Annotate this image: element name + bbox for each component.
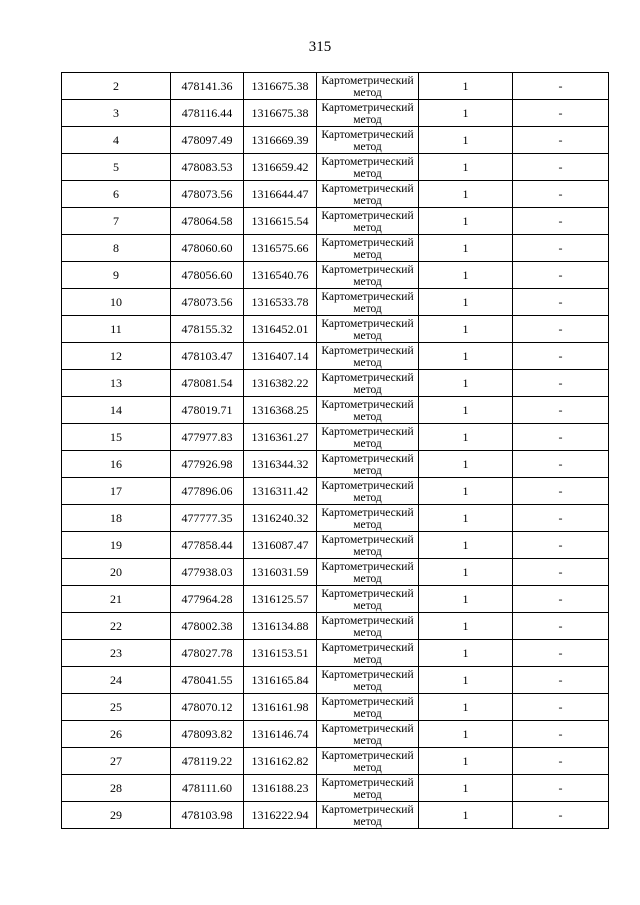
method-text: Картометрический метод [321, 507, 414, 531]
y-coordinate-cell: 1316675.38 [244, 73, 317, 100]
description-cell: - [513, 586, 609, 613]
table-row [62, 559, 609, 586]
method-cell [317, 613, 419, 640]
table-row [62, 73, 609, 100]
method-text: Картометрический метод [321, 291, 414, 315]
y-coordinate-cell: 1316407.14 [244, 343, 317, 370]
y-coordinate-cell: 1316575.66 [244, 235, 317, 262]
point-number-cell: 12 [62, 343, 171, 370]
method-text: Картометрический метод [321, 804, 414, 828]
y-coordinate-cell: 1316452.01 [244, 316, 317, 343]
x-coordinate-cell: 478070.12 [171, 694, 244, 721]
accuracy-cell: 1 [419, 289, 513, 316]
y-coordinate-cell: 1316031.59 [244, 559, 317, 586]
accuracy-cell: 1 [419, 235, 513, 262]
method-cell [317, 532, 419, 559]
coordinates-table-body [62, 73, 609, 829]
x-coordinate-cell: 477858.44 [171, 532, 244, 559]
method-cell [317, 235, 419, 262]
method-text: Картометрический метод [321, 345, 414, 369]
point-number-cell: 29 [62, 802, 171, 829]
y-coordinate-cell: 1316146.74 [244, 721, 317, 748]
x-coordinate-cell: 478056.60 [171, 262, 244, 289]
x-coordinate-cell: 477777.35 [171, 505, 244, 532]
y-coordinate-cell: 1316344.32 [244, 451, 317, 478]
x-coordinate-cell: 478060.60 [171, 235, 244, 262]
x-coordinate-cell: 478111.60 [171, 775, 244, 802]
y-coordinate-cell: 1316382.22 [244, 370, 317, 397]
y-coordinate-cell: 1316659.42 [244, 154, 317, 181]
point-number-cell: 6 [62, 181, 171, 208]
y-coordinate-cell: 1316125.57 [244, 586, 317, 613]
description-cell: - [513, 289, 609, 316]
point-number-cell: 10 [62, 289, 171, 316]
method-cell [317, 154, 419, 181]
description-cell: - [513, 100, 609, 127]
accuracy-cell: 1 [419, 559, 513, 586]
accuracy-cell: 1 [419, 208, 513, 235]
method-text: Картометрический метод [321, 237, 414, 261]
accuracy-cell: 1 [419, 478, 513, 505]
x-coordinate-cell: 478083.53 [171, 154, 244, 181]
description-cell: - [513, 127, 609, 154]
point-number-cell: 16 [62, 451, 171, 478]
method-cell [317, 370, 419, 397]
x-coordinate-cell: 477896.06 [171, 478, 244, 505]
accuracy-cell: 1 [419, 343, 513, 370]
point-number-cell: 26 [62, 721, 171, 748]
method-cell [317, 586, 419, 613]
accuracy-cell: 1 [419, 154, 513, 181]
method-cell [317, 208, 419, 235]
y-coordinate-cell: 1316669.39 [244, 127, 317, 154]
x-coordinate-cell: 478081.54 [171, 370, 244, 397]
description-cell: - [513, 559, 609, 586]
x-coordinate-cell: 478119.22 [171, 748, 244, 775]
method-cell [317, 262, 419, 289]
point-number-cell: 7 [62, 208, 171, 235]
accuracy-cell: 1 [419, 748, 513, 775]
method-text: Картометрический метод [321, 750, 414, 774]
table-row [62, 721, 609, 748]
point-number-cell: 4 [62, 127, 171, 154]
method-text: Картометрический метод [321, 561, 414, 585]
description-cell: - [513, 451, 609, 478]
x-coordinate-cell: 478093.82 [171, 721, 244, 748]
point-number-cell: 5 [62, 154, 171, 181]
method-cell [317, 775, 419, 802]
description-cell: - [513, 370, 609, 397]
table-row [62, 478, 609, 505]
method-text: Картометрический метод [321, 777, 414, 801]
method-cell [317, 559, 419, 586]
point-number-cell: 25 [62, 694, 171, 721]
description-cell: - [513, 208, 609, 235]
accuracy-cell: 1 [419, 100, 513, 127]
table-row [62, 235, 609, 262]
description-cell: - [513, 613, 609, 640]
table-row [62, 181, 609, 208]
y-coordinate-cell: 1316188.23 [244, 775, 317, 802]
point-number-cell: 23 [62, 640, 171, 667]
description-cell: - [513, 694, 609, 721]
page-number: 315 [308, 39, 332, 55]
description-cell: - [513, 424, 609, 451]
point-number-cell: 24 [62, 667, 171, 694]
method-text: Картометрический метод [321, 210, 414, 234]
description-cell: - [513, 532, 609, 559]
method-cell [317, 505, 419, 532]
table-row [62, 343, 609, 370]
description-cell: - [513, 505, 609, 532]
accuracy-cell: 1 [419, 586, 513, 613]
x-coordinate-cell: 478073.56 [171, 181, 244, 208]
y-coordinate-cell: 1316134.88 [244, 613, 317, 640]
table-row [62, 100, 609, 127]
x-coordinate-cell: 478019.71 [171, 397, 244, 424]
method-cell [317, 316, 419, 343]
method-cell [317, 721, 419, 748]
description-cell: - [513, 775, 609, 802]
table-row [62, 289, 609, 316]
description-cell: - [513, 640, 609, 667]
table-row [62, 748, 609, 775]
coordinates-table [61, 72, 609, 829]
table-row [62, 370, 609, 397]
table-row [62, 667, 609, 694]
method-text: Картометрический метод [321, 534, 414, 558]
method-cell [317, 802, 419, 829]
x-coordinate-cell: 478097.49 [171, 127, 244, 154]
point-number-cell: 21 [62, 586, 171, 613]
x-coordinate-cell: 478064.58 [171, 208, 244, 235]
accuracy-cell: 1 [419, 667, 513, 694]
y-coordinate-cell: 1316153.51 [244, 640, 317, 667]
accuracy-cell: 1 [419, 802, 513, 829]
accuracy-cell: 1 [419, 451, 513, 478]
y-coordinate-cell: 1316533.78 [244, 289, 317, 316]
point-number-cell: 20 [62, 559, 171, 586]
point-number-cell: 8 [62, 235, 171, 262]
method-text: Картометрический метод [321, 642, 414, 666]
method-cell [317, 694, 419, 721]
point-number-cell: 3 [62, 100, 171, 127]
point-number-cell: 14 [62, 397, 171, 424]
method-text: Картометрический метод [321, 75, 414, 99]
point-number-cell: 19 [62, 532, 171, 559]
method-cell [317, 748, 419, 775]
x-coordinate-cell: 478027.78 [171, 640, 244, 667]
point-number-cell: 13 [62, 370, 171, 397]
y-coordinate-cell: 1316361.27 [244, 424, 317, 451]
y-coordinate-cell: 1316311.42 [244, 478, 317, 505]
description-cell: - [513, 667, 609, 694]
method-text: Картометрический метод [321, 318, 414, 342]
table-row [62, 424, 609, 451]
point-number-cell: 15 [62, 424, 171, 451]
point-number-cell: 22 [62, 613, 171, 640]
table-row [62, 208, 609, 235]
y-coordinate-cell: 1316222.94 [244, 802, 317, 829]
method-cell [317, 343, 419, 370]
x-coordinate-cell: 478103.47 [171, 343, 244, 370]
x-coordinate-cell: 478116.44 [171, 100, 244, 127]
table-row [62, 532, 609, 559]
description-cell: - [513, 262, 609, 289]
method-text: Картометрический метод [321, 669, 414, 693]
y-coordinate-cell: 1316675.38 [244, 100, 317, 127]
x-coordinate-cell: 478002.38 [171, 613, 244, 640]
description-cell: - [513, 181, 609, 208]
method-cell [317, 73, 419, 100]
method-text: Картометрический метод [321, 183, 414, 207]
method-text: Картометрический метод [321, 615, 414, 639]
table-row [62, 262, 609, 289]
table-row [62, 694, 609, 721]
table-row [62, 127, 609, 154]
method-cell [317, 289, 419, 316]
table-row [62, 316, 609, 343]
table-row [62, 451, 609, 478]
accuracy-cell: 1 [419, 73, 513, 100]
x-coordinate-cell: 478073.56 [171, 289, 244, 316]
table-row [62, 154, 609, 181]
table-row [62, 586, 609, 613]
description-cell: - [513, 316, 609, 343]
method-text: Картометрический метод [321, 156, 414, 180]
method-text: Картометрический метод [321, 453, 414, 477]
x-coordinate-cell: 477926.98 [171, 451, 244, 478]
accuracy-cell: 1 [419, 127, 513, 154]
point-number-cell: 2 [62, 73, 171, 100]
method-cell [317, 451, 419, 478]
point-number-cell: 28 [62, 775, 171, 802]
accuracy-cell: 1 [419, 775, 513, 802]
point-number-cell: 9 [62, 262, 171, 289]
accuracy-cell: 1 [419, 262, 513, 289]
point-number-cell: 27 [62, 748, 171, 775]
table-row [62, 613, 609, 640]
point-number-cell: 11 [62, 316, 171, 343]
description-cell: - [513, 478, 609, 505]
y-coordinate-cell: 1316162.82 [244, 748, 317, 775]
table-row [62, 505, 609, 532]
x-coordinate-cell: 477938.03 [171, 559, 244, 586]
y-coordinate-cell: 1316540.76 [244, 262, 317, 289]
accuracy-cell: 1 [419, 181, 513, 208]
accuracy-cell: 1 [419, 694, 513, 721]
x-coordinate-cell: 478155.32 [171, 316, 244, 343]
method-cell [317, 181, 419, 208]
method-cell [317, 424, 419, 451]
table-row [62, 775, 609, 802]
y-coordinate-cell: 1316087.47 [244, 532, 317, 559]
description-cell: - [513, 397, 609, 424]
accuracy-cell: 1 [419, 613, 513, 640]
method-text: Картометрический метод [321, 723, 414, 747]
point-number-cell: 18 [62, 505, 171, 532]
accuracy-cell: 1 [419, 397, 513, 424]
method-cell [317, 100, 419, 127]
table-row [62, 802, 609, 829]
description-cell: - [513, 154, 609, 181]
y-coordinate-cell: 1316644.47 [244, 181, 317, 208]
method-text: Картометрический метод [321, 480, 414, 504]
y-coordinate-cell: 1316161.98 [244, 694, 317, 721]
description-cell: - [513, 802, 609, 829]
accuracy-cell: 1 [419, 532, 513, 559]
method-text: Картометрический метод [321, 399, 414, 423]
method-cell [317, 667, 419, 694]
method-text: Картометрический метод [321, 264, 414, 288]
x-coordinate-cell: 478041.55 [171, 667, 244, 694]
accuracy-cell: 1 [419, 505, 513, 532]
x-coordinate-cell: 478141.36 [171, 73, 244, 100]
method-cell [317, 640, 419, 667]
table-row [62, 640, 609, 667]
accuracy-cell: 1 [419, 370, 513, 397]
method-text: Картометрический метод [321, 372, 414, 396]
method-cell [317, 127, 419, 154]
method-text: Картометрический метод [321, 129, 414, 153]
y-coordinate-cell: 1316368.25 [244, 397, 317, 424]
x-coordinate-cell: 478103.98 [171, 802, 244, 829]
accuracy-cell: 1 [419, 721, 513, 748]
method-text: Картометрический метод [321, 102, 414, 126]
method-text: Картометрический метод [321, 588, 414, 612]
y-coordinate-cell: 1316165.84 [244, 667, 317, 694]
accuracy-cell: 1 [419, 640, 513, 667]
method-cell [317, 478, 419, 505]
x-coordinate-cell: 477977.83 [171, 424, 244, 451]
accuracy-cell: 1 [419, 316, 513, 343]
method-text: Картометрический метод [321, 426, 414, 450]
table-row [62, 397, 609, 424]
y-coordinate-cell: 1316615.54 [244, 208, 317, 235]
description-cell: - [513, 721, 609, 748]
method-cell [317, 397, 419, 424]
x-coordinate-cell: 477964.28 [171, 586, 244, 613]
description-cell: - [513, 235, 609, 262]
point-number-cell: 17 [62, 478, 171, 505]
method-text: Картометрический метод [321, 696, 414, 720]
description-cell: - [513, 73, 609, 100]
accuracy-cell: 1 [419, 424, 513, 451]
description-cell: - [513, 748, 609, 775]
description-cell: - [513, 343, 609, 370]
y-coordinate-cell: 1316240.32 [244, 505, 317, 532]
